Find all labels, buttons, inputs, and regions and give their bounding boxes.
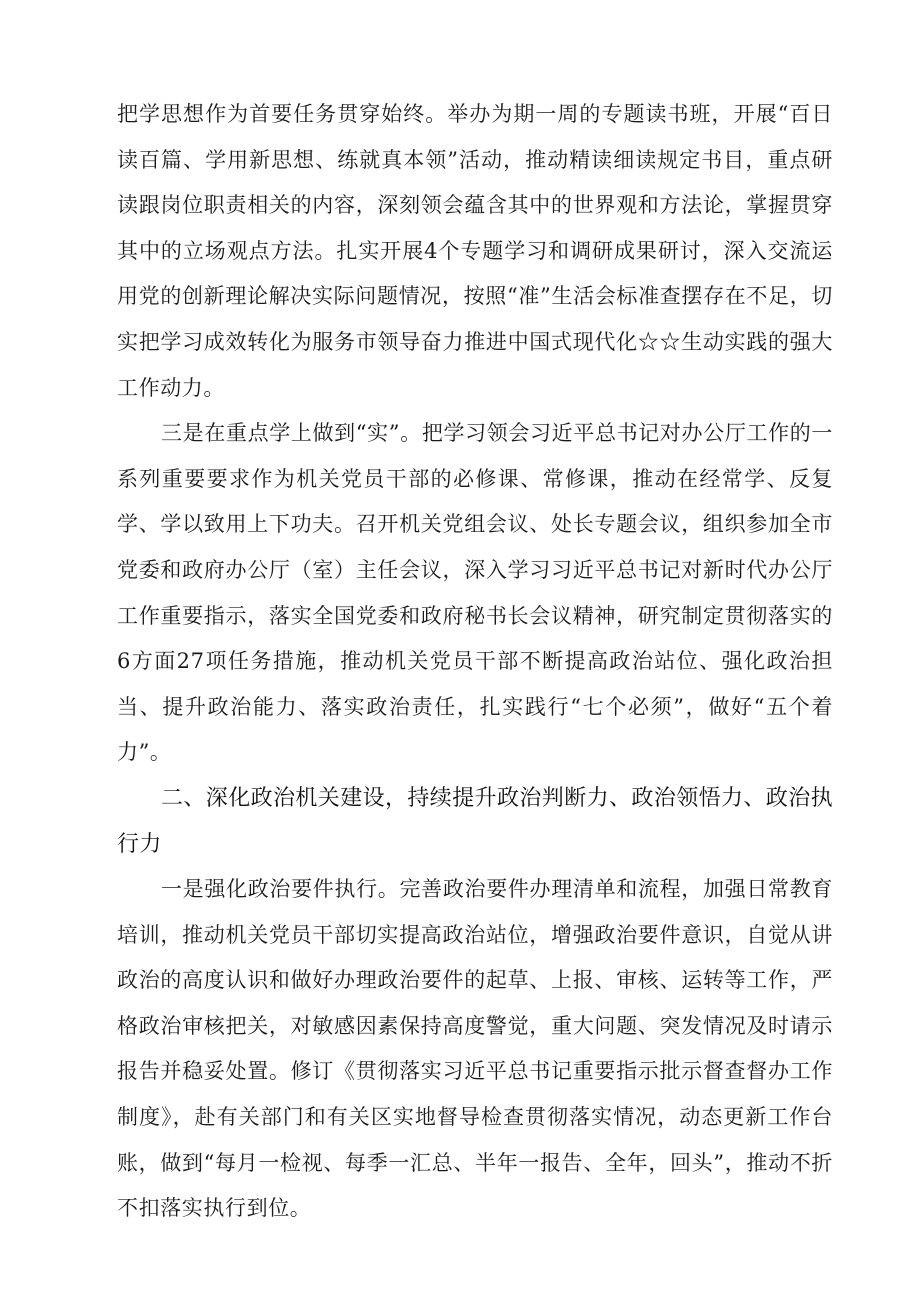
paragraph-point-one: 一是强化政治要件执行。完善政治要件办理清单和流程，加强日常教育培训，推动机关党员干部切实提高政治站位，增强政治要件意识，自觉从讲政治的高度认识和做好办理政治要件的起草、上报、审核、运转等工作，严格政治审核把关，对敏感因素保持高度警觉，重大问题、突发情况及时请示报告并稳妥处置。修订《贯彻落实习近平总书记重要指示批示督查督办工作制度》，赴有关部门和有关区实地督导检查贯彻落实情况，动态更新工作台账，做到“每月一检视、每季一汇总、半年一报告、全年，回头”，推动不折不扣落实执行到位。 bbox=[117, 877, 833, 1221]
section-heading-two: 二、深化政治机关建设，持续提升政治判断力、政治领悟力、政治执行力 bbox=[117, 785, 834, 857]
paragraph-continuation: 把学思想作为首要任务贯穿始终。举办为期一周的专题读书班，开展“百日读百篇、学用新思想、练就真本领”活动，推动精读细读规定书目，重点研读跟岗位职责相关的内容，深刻领会蕴含其中的世界观和方法论，掌握贯穿其中的立场观点方法。扎实开展4个专题学习和调研成果研讨，深入交流运用党的创新理论解决实际问题情况，按照“准”生活会标准查摆存在不足，切实把学习成效转化为服务市领导奋力推进中国式现代化☆☆生动实践的强大工作动力。 bbox=[117, 102, 833, 400]
paragraph-point-three: 三是在重点学上做到“实”。把学习领会习近平总书记对办公厅工作的一系列重要要求作为机关党员干部的必修课、常修课，推动在经常学、反复学、学以致用上下功夫。召开机关党组会议、处长专题会议，组织参加全市党委和政府办公厅（室）主任会议，深入学习习近平总书记对新时代办公厅工作重要指示，落实全国党委和政府秘书长会议精神，研究制定贯彻落实的6方面27项任务措施，推动机关党员干部不断提高政治站位、强化政治担当、提升政治能力、落实政治责任，扎实践行“七个必须”，做好“五个着力”。 bbox=[117, 421, 833, 765]
document-body bbox=[117, 92, 833, 1232]
